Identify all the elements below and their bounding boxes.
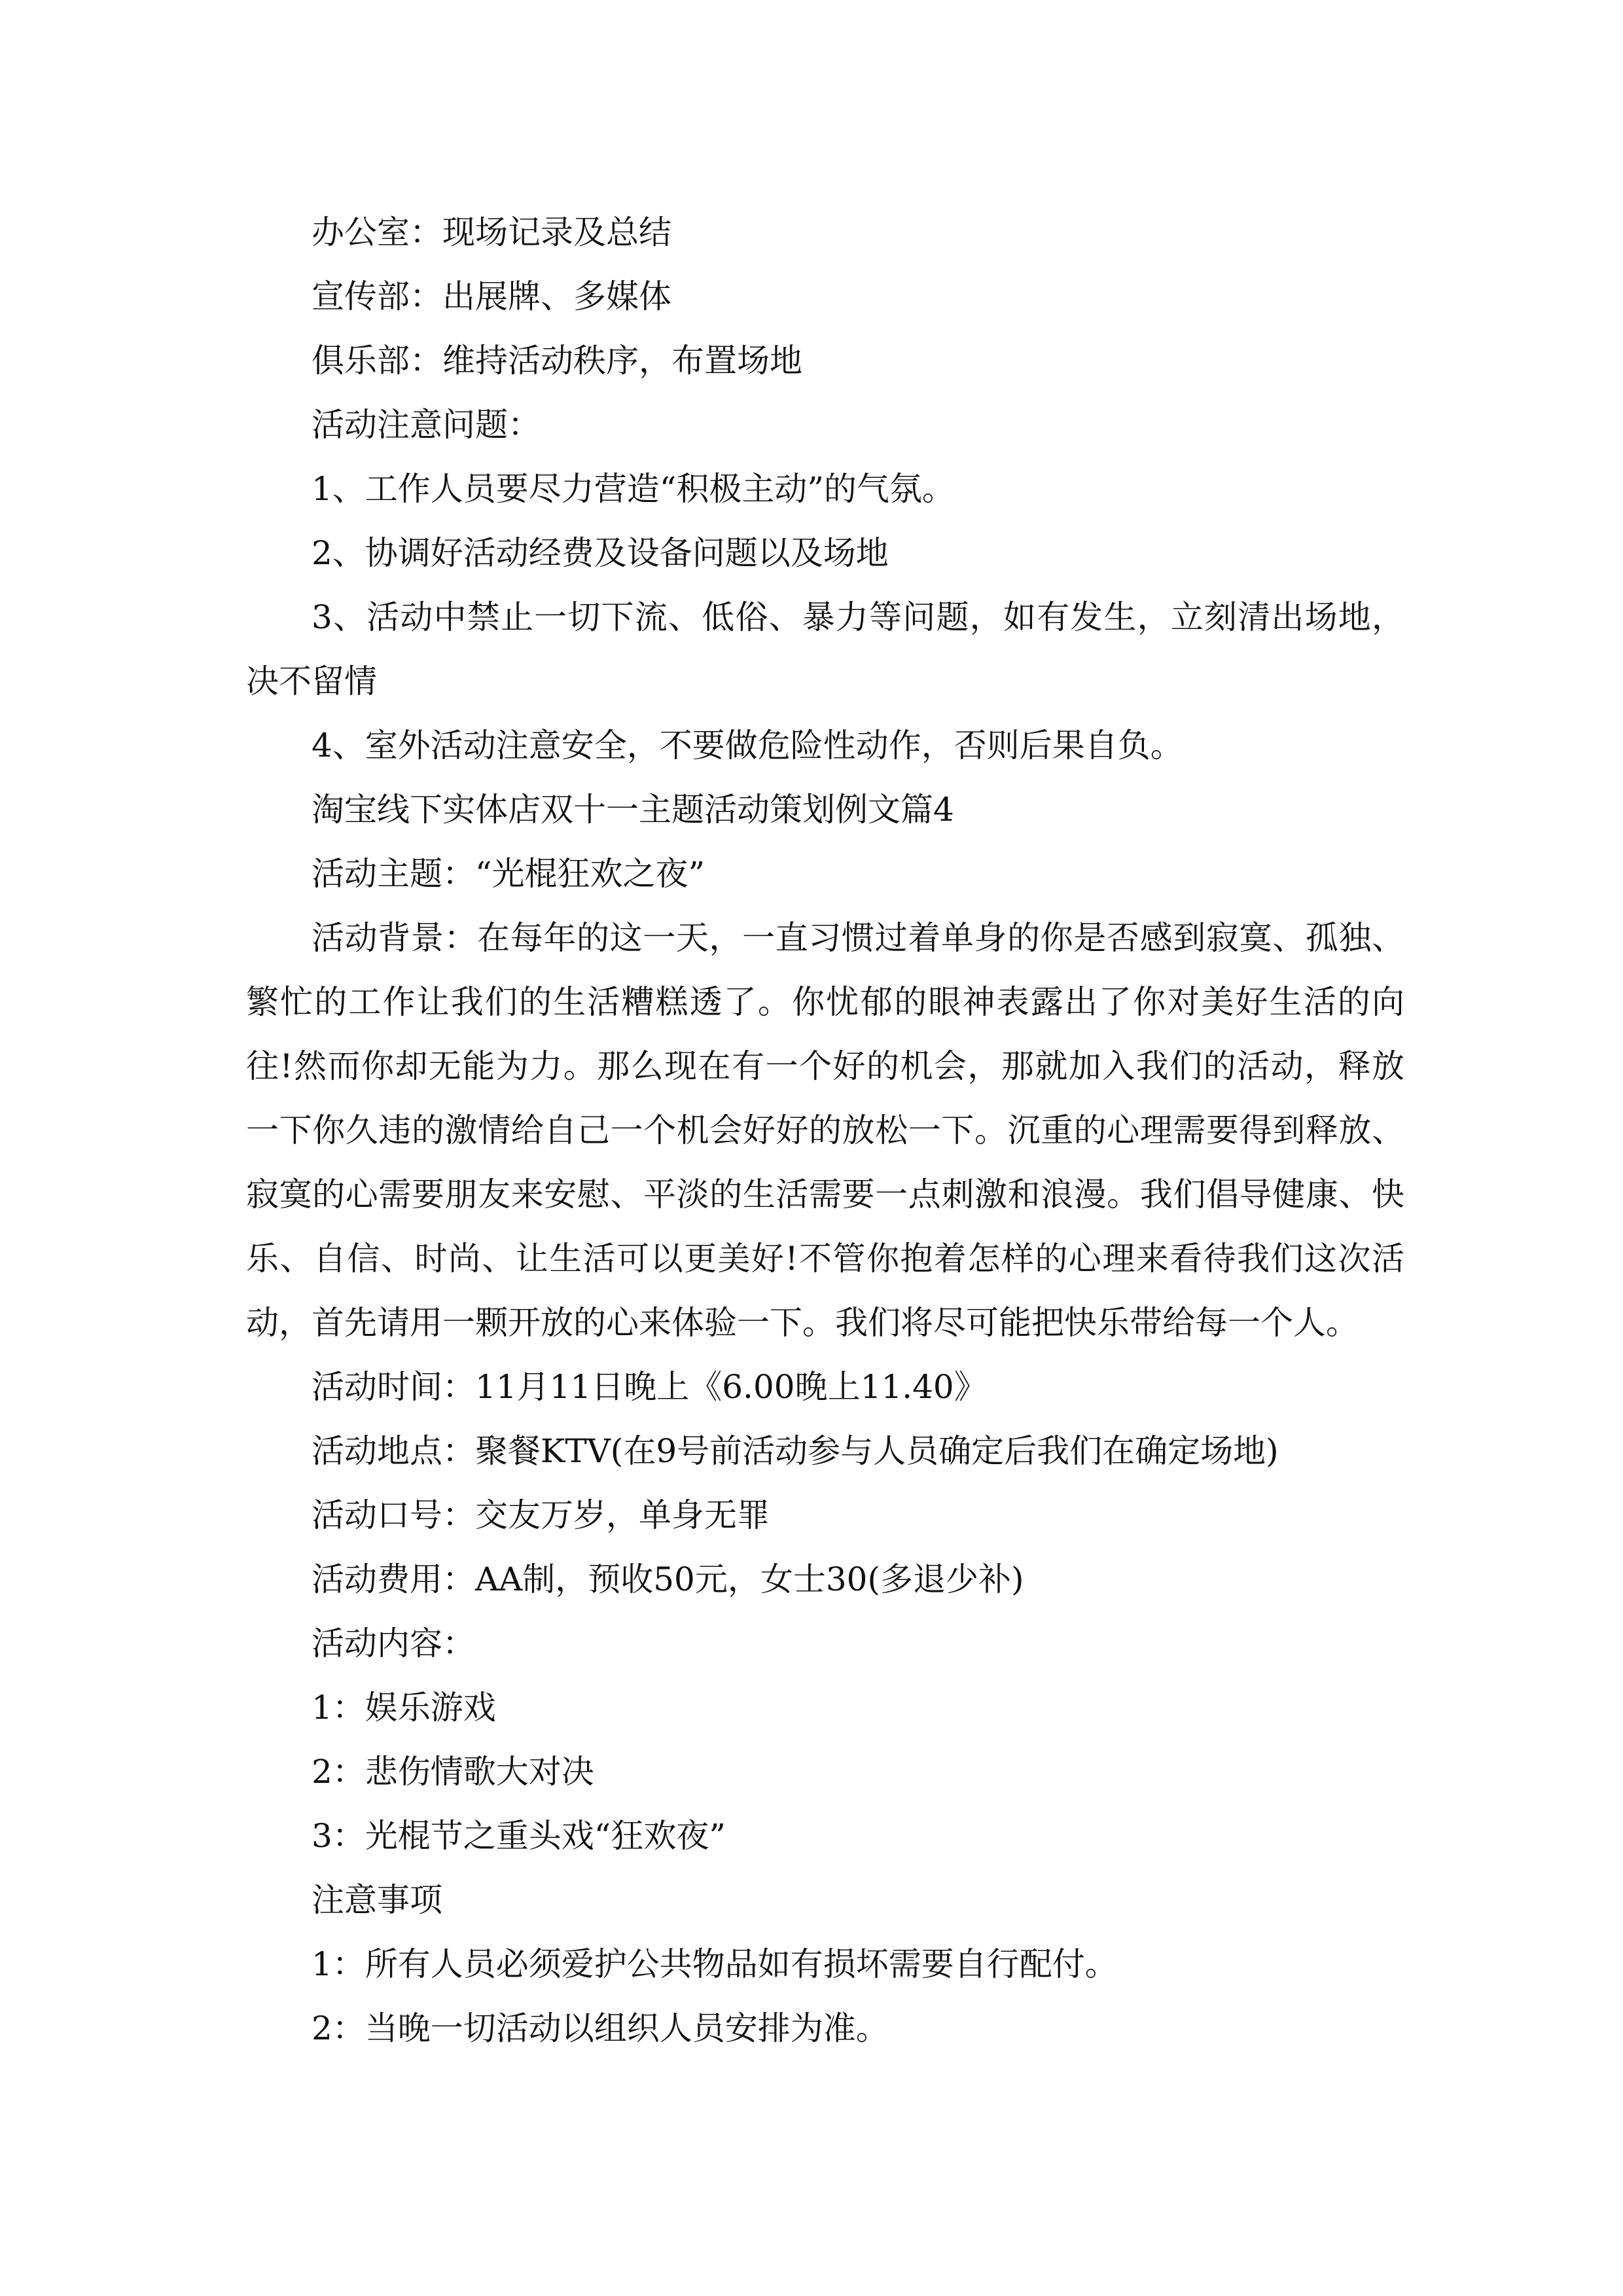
list-item: 2、协调好活动经费及设备问题以及场地 [312,534,889,572]
paragraph: 活动时间：11月11日晚上《6.00晚上11.40》 [312,1368,987,1406]
paragraph: 活动费用：AA制，预收50元，女士30(多退少补) [312,1560,1024,1598]
paragraph: 俱乐部：维持活动秩序，布置场地 [312,342,802,380]
section-title: 淘宝线下实体店双十一主题活动策划例文篇4 [312,791,954,829]
paragraph: 宣传部：出展牌、多媒体 [312,278,671,315]
paragraph: 活动地点：聚餐KTV(在9号前活动参与人员确定后我们在确定场地) [312,1432,1279,1470]
list-item: 1：娱乐游戏 [312,1689,496,1727]
list-item: 2：悲伤情歌大对决 [312,1753,594,1791]
list-item: 1、工作人员要尽力营造“积极主动”的气氛。 [312,470,955,508]
paragraph: 活动口号：交友万岁，单身无罪 [312,1496,770,1534]
list-item: 2：当晚一切活动以组织人员安排为准。 [312,2009,889,2047]
paragraph: 办公室：现场记录及总结 [312,213,671,251]
list-item: 1：所有人员必须爱护公共物品如有损坏需要自行配付。 [312,1945,1118,1983]
paragraph: 注意事项 [312,1881,442,1919]
paragraph: 活动注意问题： [312,406,541,444]
paragraph: 活动内容： [312,1624,475,1662]
paragraph: 活动背景：在每年的这一天，一直习惯过着单身的你是否感到寂寞、孤独、繁忙的工作让我们的生活糟糕透了。你忧郁的眼神表露出了你对美好生活的向往!然而你却无能为力。那么现在有一个好的机会，那就加入我们的活动，释放一下你久违的激情给自己一个机会好好的放松一下。沉重的心理需要得到释放、寂寞的心需要朋友来安慰、平淡的生活需要一点刺激和浪漫。我们倡导健康、快乐、自信、时尚、让生活可以更美好!不管你抱着怎样的心理来看待我们这次活动，首先请用一颗开放的心来体验一下。我们将尽可能把快乐带给每一个人。 [246,919,1404,1342]
list-item: 4、室外活动注意安全，不要做危险性动作，否则后果自负。 [312,726,1183,764]
document-body [246,200,1404,2060]
paragraph: 活动主题：“光棍狂欢之夜” [312,855,705,893]
list-item: 3：光棍节之重头戏“狂欢夜” [312,1817,726,1855]
list-item: 3、活动中禁止一切下流、低俗、暴力等问题，如有发生，立刻清出场地，决不留情 [246,598,1404,700]
